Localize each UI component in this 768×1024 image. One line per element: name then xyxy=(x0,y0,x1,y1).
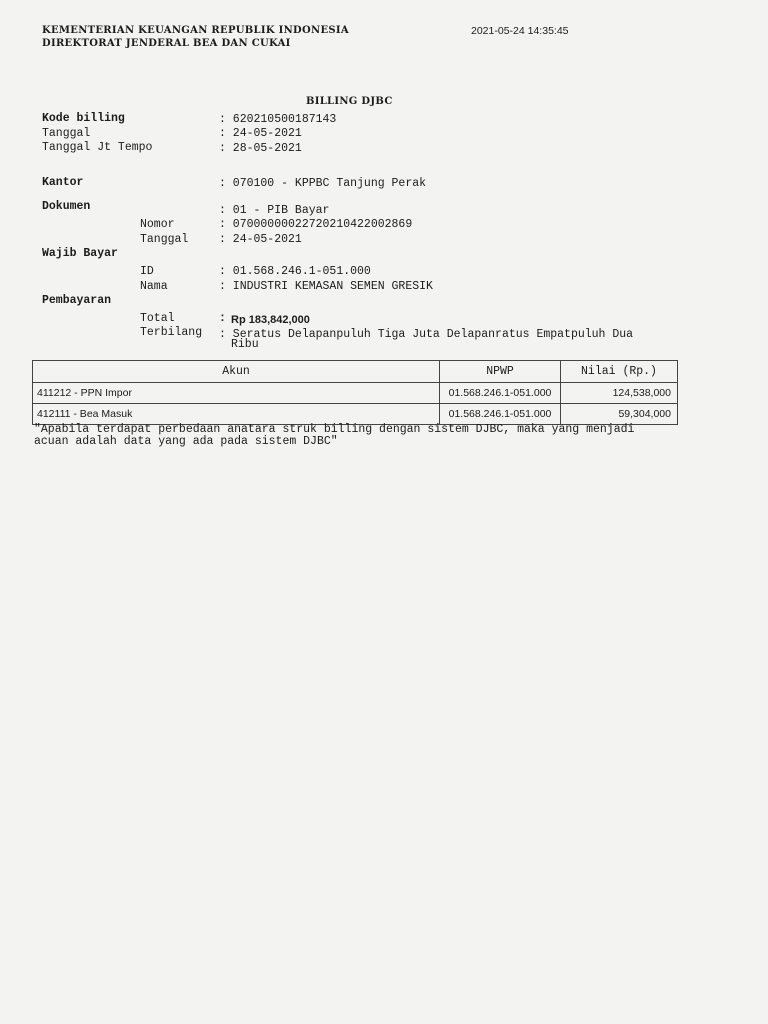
header-nilai: Nilai (Rp.) xyxy=(560,361,678,382)
dokumen-value: : 01 - PIB Bayar xyxy=(219,204,330,217)
kode-billing-label: Kode billing xyxy=(42,112,125,125)
wajib-bayar-label: Wajib Bayar xyxy=(42,247,118,260)
row-akun: 411212 - PPN Impor xyxy=(32,383,439,403)
terbilang-label: Terbilang xyxy=(140,326,203,339)
id-label: ID xyxy=(140,265,154,278)
dokumen-tanggal-value: : 24-05-2021 xyxy=(219,233,302,246)
jatuh-tempo-label: Tanggal Jt Tempo xyxy=(42,141,153,154)
nama-value: : INDUSTRI KEMASAN SEMEN GRESIK xyxy=(219,280,433,293)
pembayaran-label: Pembayaran xyxy=(42,294,112,307)
kode-billing-value: : 620210500187143 xyxy=(219,113,337,126)
tanggal-label: Tanggal xyxy=(42,127,91,140)
total-label: Total xyxy=(140,312,175,325)
kantor-value: : 070100 - KPPBC Tanjung Perak xyxy=(219,177,427,190)
total-colon: : xyxy=(219,312,226,325)
dokumen-label: Dokumen xyxy=(42,200,91,213)
jatuh-tempo-value: : 28-05-2021 xyxy=(219,142,302,155)
table-row xyxy=(32,404,678,425)
row-npwp: 01.568.246.1-051.000 xyxy=(439,383,560,403)
nama-label: Nama xyxy=(140,280,168,293)
table-row xyxy=(32,383,678,404)
row-npwp: 01.568.246.1-051.000 xyxy=(439,404,560,424)
print-timestamp: 2021-05-24 14:35:45 xyxy=(471,25,569,37)
directorate-name: DIREKTORAT JENDERAL BEA DAN CUKAI xyxy=(42,38,291,49)
footnote-line-1: "Apabila terdapat perbedaan anatara struk billing dengan sistem DJBC, maka yang menjadi xyxy=(34,423,635,436)
terbilang-line-1: : Seratus Delapanpuluh Tiga Juta Delapanratus Empatpuluh Dua xyxy=(219,328,634,341)
footnote-line-2: acuan adalah data yang ada pada sistem DJBC" xyxy=(34,435,338,448)
nomor-label: Nomor xyxy=(140,218,175,231)
total-value: Rp 183,842,000 xyxy=(231,314,310,326)
document-title: BILLING DJBC xyxy=(306,96,393,107)
row-akun: 412111 - Bea Masuk xyxy=(32,404,439,424)
id-value: : 01.568.246.1-051.000 xyxy=(219,265,371,278)
dokumen-tanggal-label: Tanggal xyxy=(140,233,189,246)
header-npwp: NPWP xyxy=(439,361,560,382)
row-nilai: 59,304,000 xyxy=(560,404,678,424)
terbilang-line-2: Ribu xyxy=(231,338,259,351)
nomor-value: : 070000000227202104220028​69 xyxy=(219,218,413,231)
ministry-name: KEMENTERIAN KEUANGAN REPUBLIK INDONESIA xyxy=(42,25,349,36)
kantor-label: Kantor xyxy=(42,176,84,189)
billing-table xyxy=(32,360,678,425)
table-header-row xyxy=(32,360,678,383)
header-akun: Akun xyxy=(32,361,439,382)
row-nilai: 124,538,000 xyxy=(560,383,678,403)
tanggal-value: : 24-05-2021 xyxy=(219,127,302,140)
